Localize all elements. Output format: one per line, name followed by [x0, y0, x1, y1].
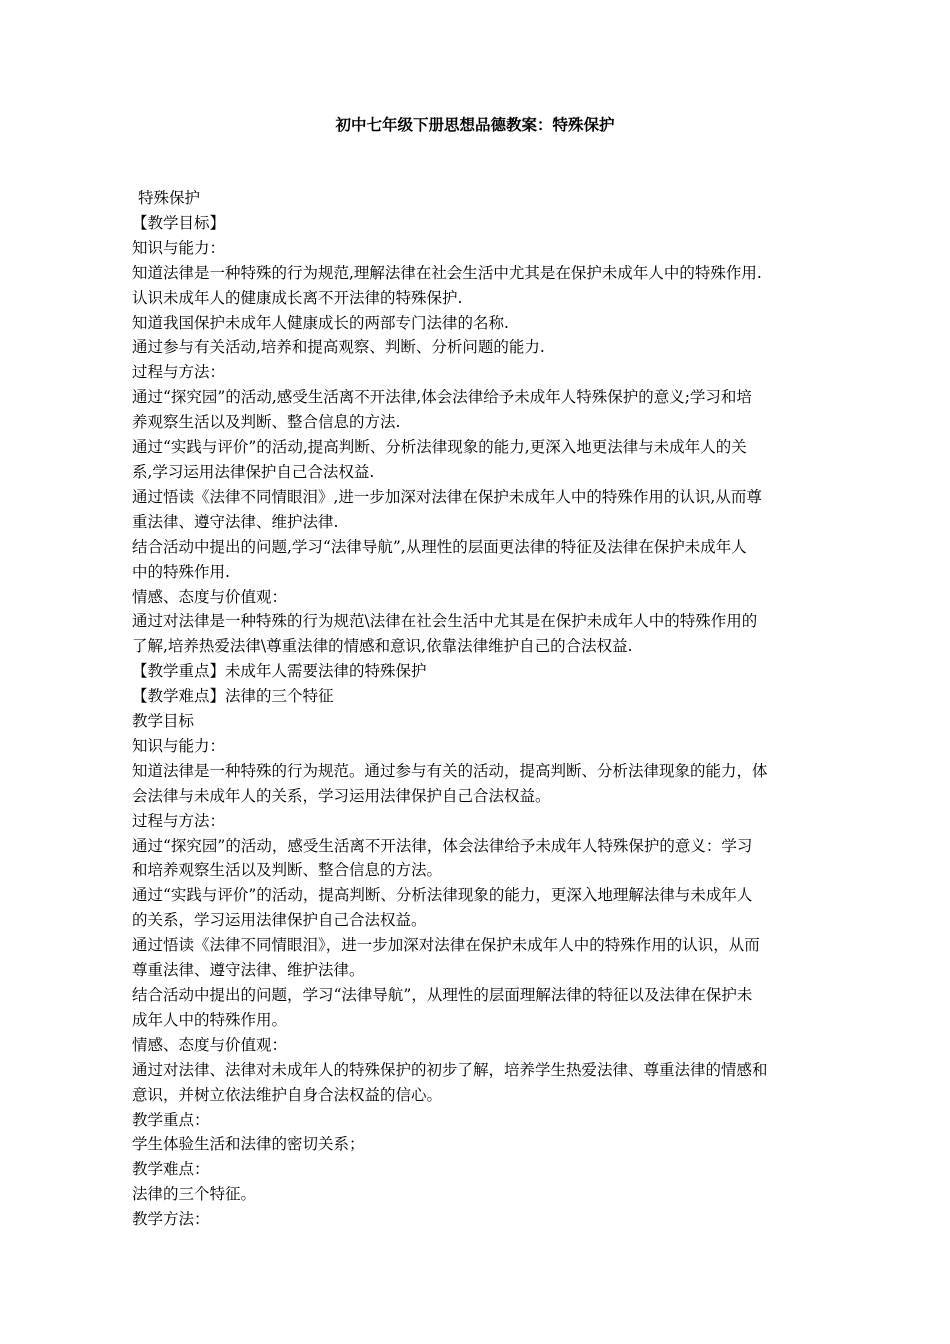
- subheading-knowledge: 知识与能力：: [132, 238, 226, 257]
- text-line: 和培养观察生活以及判断、整合信息的方法。: [132, 861, 443, 880]
- text-line: 法律的三个特征。: [132, 1185, 257, 1204]
- text-line: 通过对法律、法律对未成年人的特殊保护的初步了解，培养学生热爱法律、尊重法律的情感和: [132, 1060, 768, 1079]
- text-line: 的关系，学习运用法律保护自己合法权益。: [132, 911, 427, 930]
- heading-teaching-goals-2: 教学目标: [132, 712, 195, 731]
- text-line: 了解,培养热爱法律\尊重法律的情感和意识,依靠法律维护自己的合法权益.: [132, 637, 633, 656]
- text-line: 通过悟读《法律不同情眼泪》，进一步加深对法律在保护未成年人中的特殊作用的认识，从而: [132, 936, 760, 955]
- text-line: 通过悟读《法律不同情眼泪》,进一步加深对法律在保护未成年人中的特殊作用的认识,从而尊: [132, 487, 762, 506]
- subheading-knowledge-2: 知识与能力：: [132, 736, 226, 755]
- text-line: 通过参与有关活动,培养和提高观察、判断、分析问题的能力.: [132, 338, 545, 357]
- heading-difficulty-2: 教学难点：: [132, 1160, 210, 1179]
- text-line: 成年人中的特殊作用。: [132, 1010, 288, 1029]
- text-line: 尊重法律、遵守法律、维护法律。: [132, 961, 365, 980]
- section-title: 特殊保护: [138, 189, 201, 207]
- text-line: 通过对法律是一种特殊的行为规范\法律在社会生活中尤其是在保护未成年人中的特殊作用的: [132, 612, 758, 631]
- text-line: 通过“探究园”的活动,感受生活离不开法律,体会法律给予未成年人特殊保护的意义;学习和培: [132, 388, 752, 407]
- text-line: 结合活动中提出的问题,学习“法律导航”,从理性的层面更法律的特征及法律在保护未成年人: [132, 537, 747, 556]
- text-line: 重法律、遵守法律、维护法律.: [132, 512, 339, 531]
- text-line: 结合活动中提出的问题，学习“法律导航”，从理性的层面理解法律的特征以及法律在保护未: [132, 986, 753, 1004]
- text-line: 知道法律是一种特殊的行为规范。通过参与有关的活动，提高判断、分析法律现象的能力，体: [132, 761, 768, 780]
- heading-key-point-2: 教学重点：: [132, 1110, 210, 1129]
- heading-teaching-method: 教学方法：: [132, 1210, 210, 1229]
- text-line: 知道法律是一种特殊的行为规范,理解法律在社会生活中尤其是在保护未成年人中的特殊作用.: [132, 263, 762, 282]
- text-line: 会法律与未成年人的关系，学习运用法律保护自己合法权益。: [132, 786, 551, 805]
- text-line: 认识未成年人的健康成长离不开法律的特殊保护.: [132, 288, 463, 307]
- text-line: 通过“实践与评价”的活动,提高判断、分析法律现象的能力,更深入地更法律与未成年人的关: [132, 438, 747, 457]
- text-line: 中的特殊作用.: [132, 562, 230, 581]
- subheading-process-2: 过程与方法：: [132, 811, 226, 830]
- document-title: 初中七年级下册思想品德教案：特殊保护: [335, 115, 615, 134]
- text-line: 学生体验生活和法律的密切关系；: [132, 1135, 365, 1154]
- text-line: 通过“实践与评价”的活动，提高判断、分析法律现象的能力，更深入地理解法律与未成年人: [132, 886, 753, 905]
- document-body: [132, 186, 822, 1232]
- subheading-attitude-2: 情感、态度与价值观：: [132, 1035, 288, 1054]
- subheading-attitude: 情感、态度与价值观：: [132, 587, 288, 606]
- text-line: 养观察生活以及判断、整合信息的方法.: [132, 413, 401, 432]
- heading-key-point: 【教学重点】未成年人需要法律的特殊保护: [132, 662, 427, 681]
- text-line: 知道我国保护未成年人健康成长的两部专门法律的名称.: [132, 313, 509, 332]
- text-line: 系,学习运用法律保护自己合法权益.: [132, 462, 375, 481]
- text-line: 意识，并树立依法维护自身合法权益的信心。: [132, 1085, 443, 1104]
- heading-teaching-goals: 【教学目标】: [132, 213, 226, 232]
- heading-difficulty: 【教学难点】法律的三个特征: [132, 687, 334, 706]
- text-line: 通过“探究园”的活动，感受生活离不开法律，体会法律给予未成年人特殊保护的意义：学习: [132, 836, 753, 855]
- subheading-process: 过程与方法：: [132, 363, 226, 382]
